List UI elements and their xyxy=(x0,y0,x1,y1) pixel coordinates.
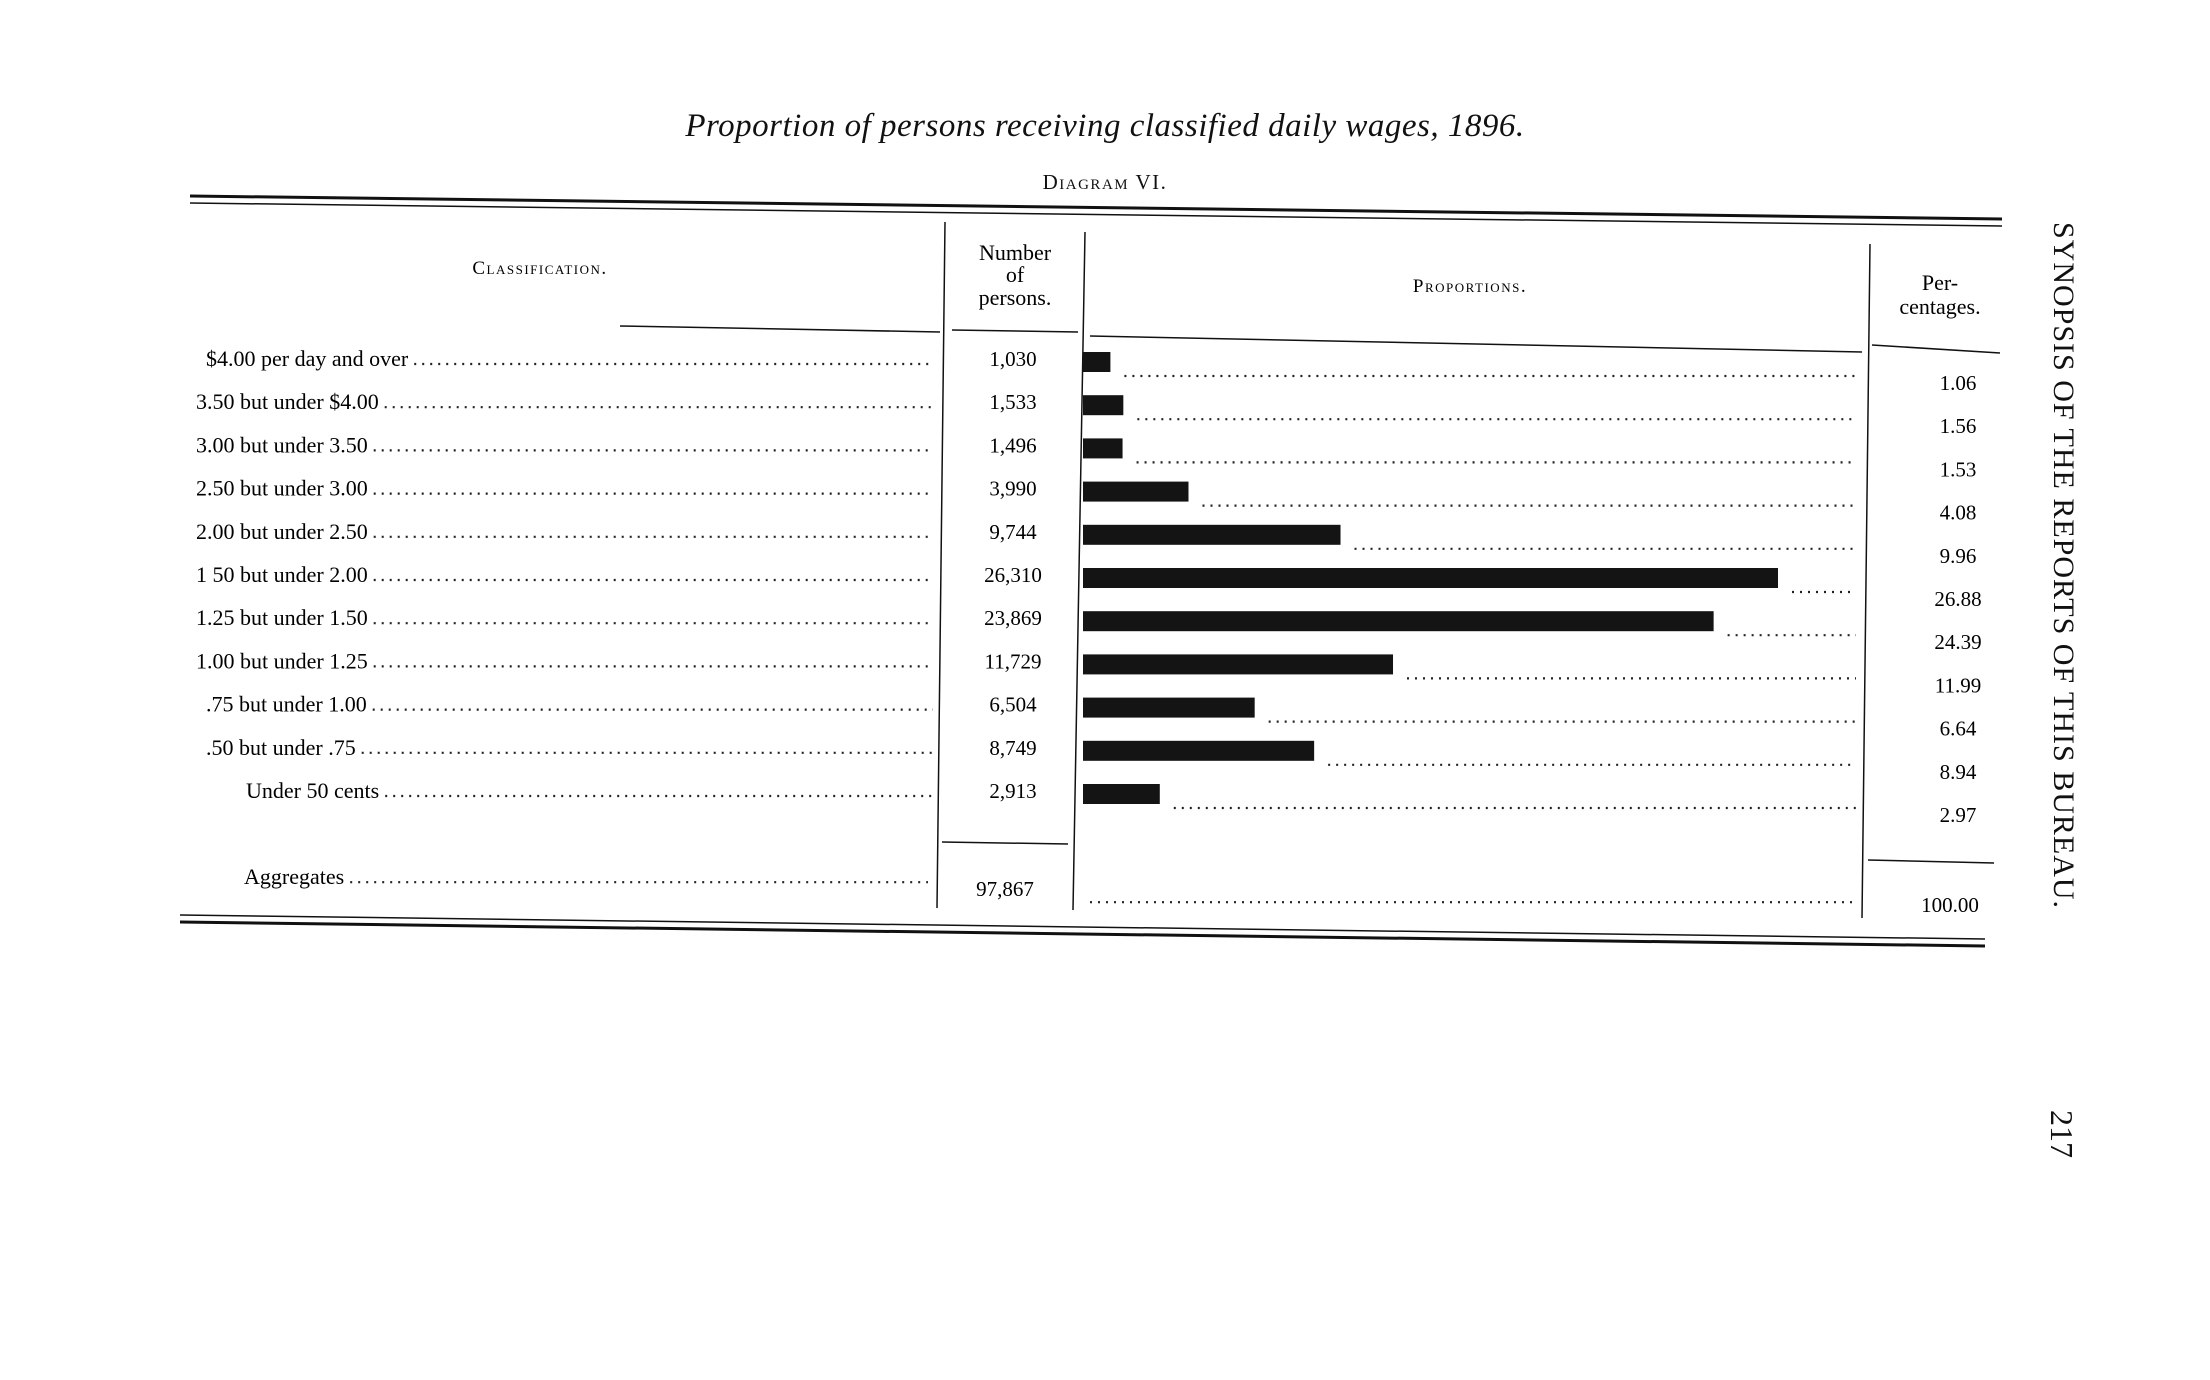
row-label: $4.00 per day and over xyxy=(206,346,409,371)
row-percent: 4.08 xyxy=(1939,500,1977,525)
row-percent: 2.97 xyxy=(1939,803,1977,827)
header-proportions: Proportions. xyxy=(1412,276,1528,297)
bar xyxy=(1083,352,1110,372)
row-label: 2.00 but under 2.50 xyxy=(196,518,368,544)
row-label: Under 50 cents xyxy=(246,778,380,803)
row-label: .50 but under .75 xyxy=(206,734,356,760)
bar xyxy=(1083,525,1341,545)
bar xyxy=(1083,438,1123,458)
page-number: 217 xyxy=(2044,1110,2080,1158)
row-label: 3.50 but under $4.00 xyxy=(196,389,379,415)
bar xyxy=(1083,654,1393,674)
header-percent-line2: centages. xyxy=(1899,294,1981,319)
bar xyxy=(1083,395,1123,415)
row-percent: 9.96 xyxy=(1939,543,1977,568)
header-number-line1: Number xyxy=(978,240,1052,265)
row-percent: 1.53 xyxy=(1939,457,1977,482)
header-number-line3: persons. xyxy=(978,285,1052,310)
row-label: 1 50 but under 2.00 xyxy=(196,562,368,587)
row-number: 6,504 xyxy=(989,692,1037,717)
row-number: 2,913 xyxy=(989,779,1037,803)
row-percent: 24.39 xyxy=(1934,630,1982,655)
aggregate-number: 97,867 xyxy=(976,877,1034,902)
row-percent: 11.99 xyxy=(1934,673,1982,698)
bars-layer xyxy=(1083,352,1856,808)
aggregate-percent: 100.00 xyxy=(1921,893,1979,918)
row-percent: 8.94 xyxy=(1939,759,1977,784)
row-percent: 6.64 xyxy=(1939,716,1977,741)
header-number-line2: of xyxy=(1005,262,1025,287)
row-label: 3.00 but under 3.50 xyxy=(196,432,368,458)
row-percent: 1.56 xyxy=(1939,414,1977,439)
row-number: 1,533 xyxy=(989,390,1037,415)
row-percent: 1.06 xyxy=(1939,371,1977,395)
bar xyxy=(1083,698,1255,718)
row-number: 9,744 xyxy=(989,519,1037,544)
bar xyxy=(1083,482,1188,502)
row-label: 2.50 but under 3.00 xyxy=(196,475,368,501)
bar xyxy=(1083,741,1314,761)
running-head: SYNOPSIS OF THE REPORTS OF THIS BUREAU. xyxy=(2047,222,2080,910)
row-label: 1.00 but under 1.25 xyxy=(196,648,368,674)
header-classification: Classification. xyxy=(472,258,608,279)
aggregate-row xyxy=(244,864,1979,917)
row-number: 1,030 xyxy=(989,347,1037,371)
row-label: .75 but under 1.00 xyxy=(206,691,367,717)
row-number: 8,749 xyxy=(989,735,1037,760)
header-percent-line1: Per- xyxy=(1921,270,1959,295)
row-number: 1,496 xyxy=(989,433,1037,458)
row-percent: 26.88 xyxy=(1934,587,1982,611)
row-label: 1.25 but under 1.50 xyxy=(196,605,368,631)
bar xyxy=(1083,784,1160,804)
bar xyxy=(1083,611,1714,631)
row-number: 11,729 xyxy=(984,649,1042,674)
bar xyxy=(1083,568,1778,588)
row-number: 3,990 xyxy=(989,476,1037,501)
diagram-label: Diagram VI. xyxy=(1042,170,1168,194)
chart-title: Proportion of persons receiving classified daily wages, 1896. xyxy=(685,108,1525,144)
row-number: 26,310 xyxy=(984,563,1042,587)
aggregate-label: Aggregates xyxy=(244,864,345,890)
row-number: 23,869 xyxy=(984,606,1042,631)
